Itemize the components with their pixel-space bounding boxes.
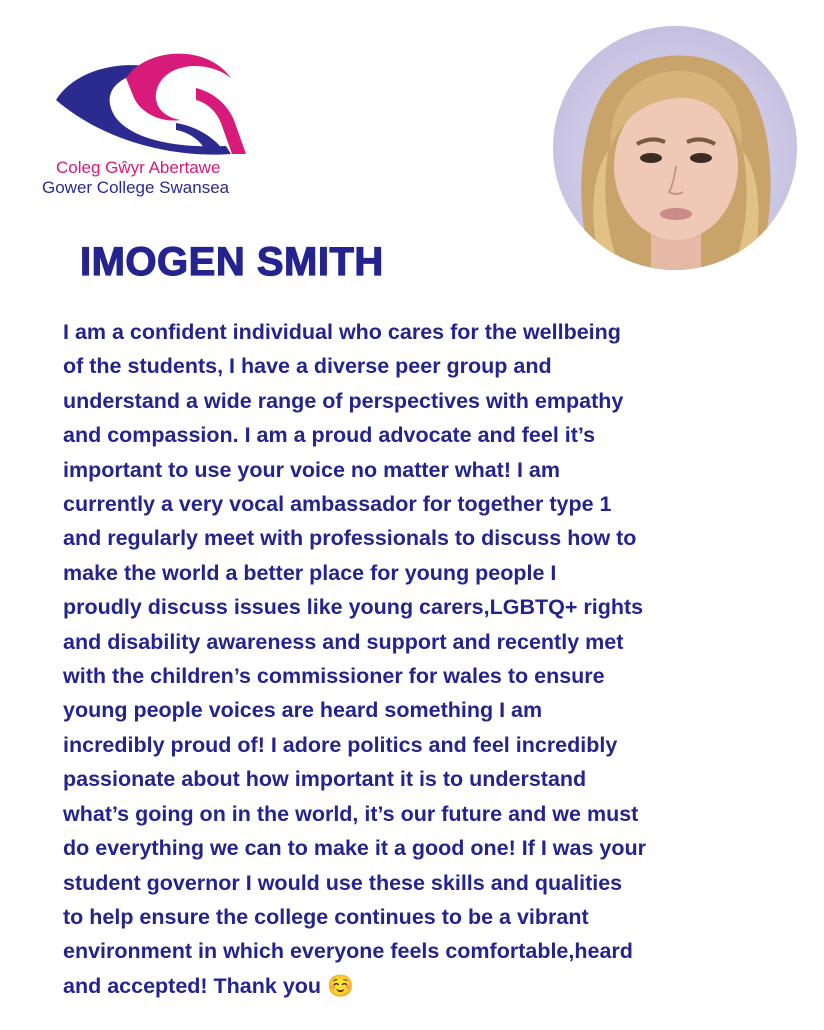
statement-line: passionate about how important it is to understand [63,767,587,792]
statement-line: young people voices are heard something I am [63,698,543,723]
college-logo-mark [56,48,246,158]
statement-line: what’s going on in the world, it’s our future and we must [63,801,639,826]
personal-statement [63,315,763,1003]
statement-line: of the students, I have a diverse peer group and [63,354,552,379]
college-logo [36,40,266,210]
statement-line: understand a wide range of perspectives with empathy [63,388,624,413]
statement-line: to help ensure the college continues to be a vibrant [63,904,589,929]
statement-line: important to use your voice no matter what! I am [63,457,560,482]
profile-photo [553,26,797,270]
statement-line: incredibly proud of! I adore politics and feel incredibly [63,732,618,757]
statement-line: student governor I would use these skills and qualities [63,870,623,895]
statement-line: with the children’s commissioner for wales to ensure [63,664,605,689]
statement-line: make the world a better place for young people I [63,560,557,585]
statement-line: currently a very vocal ambassador for together type 1 [63,492,612,517]
portrait-photo-icon [553,26,797,270]
logo-welsh-name: Coleg Gŵyr Abertawe [56,158,221,177]
logo-english-name: Gower College Swansea [42,178,230,197]
statement-line: do everything we can to make it a good one! If I was your [63,836,646,861]
statement-line: environment in which everyone feels comfortable,heard [63,939,633,964]
statement-line: and accepted! Thank you ☺️ [63,973,354,998]
statement-line: proudly discuss issues like young carers,LGBTQ+ rights [63,595,644,620]
statement-line: and disability awareness and support and recently met [63,629,624,654]
statement-line: and compassion. I am a proud advocate and feel it’s [63,423,596,448]
student-name-heading: IMOGEN SMITH [80,240,384,284]
statement-line: I am a confident individual who cares for the wellbeing [63,320,621,344]
statement-line: and regularly meet with professionals to discuss how to [63,526,637,551]
